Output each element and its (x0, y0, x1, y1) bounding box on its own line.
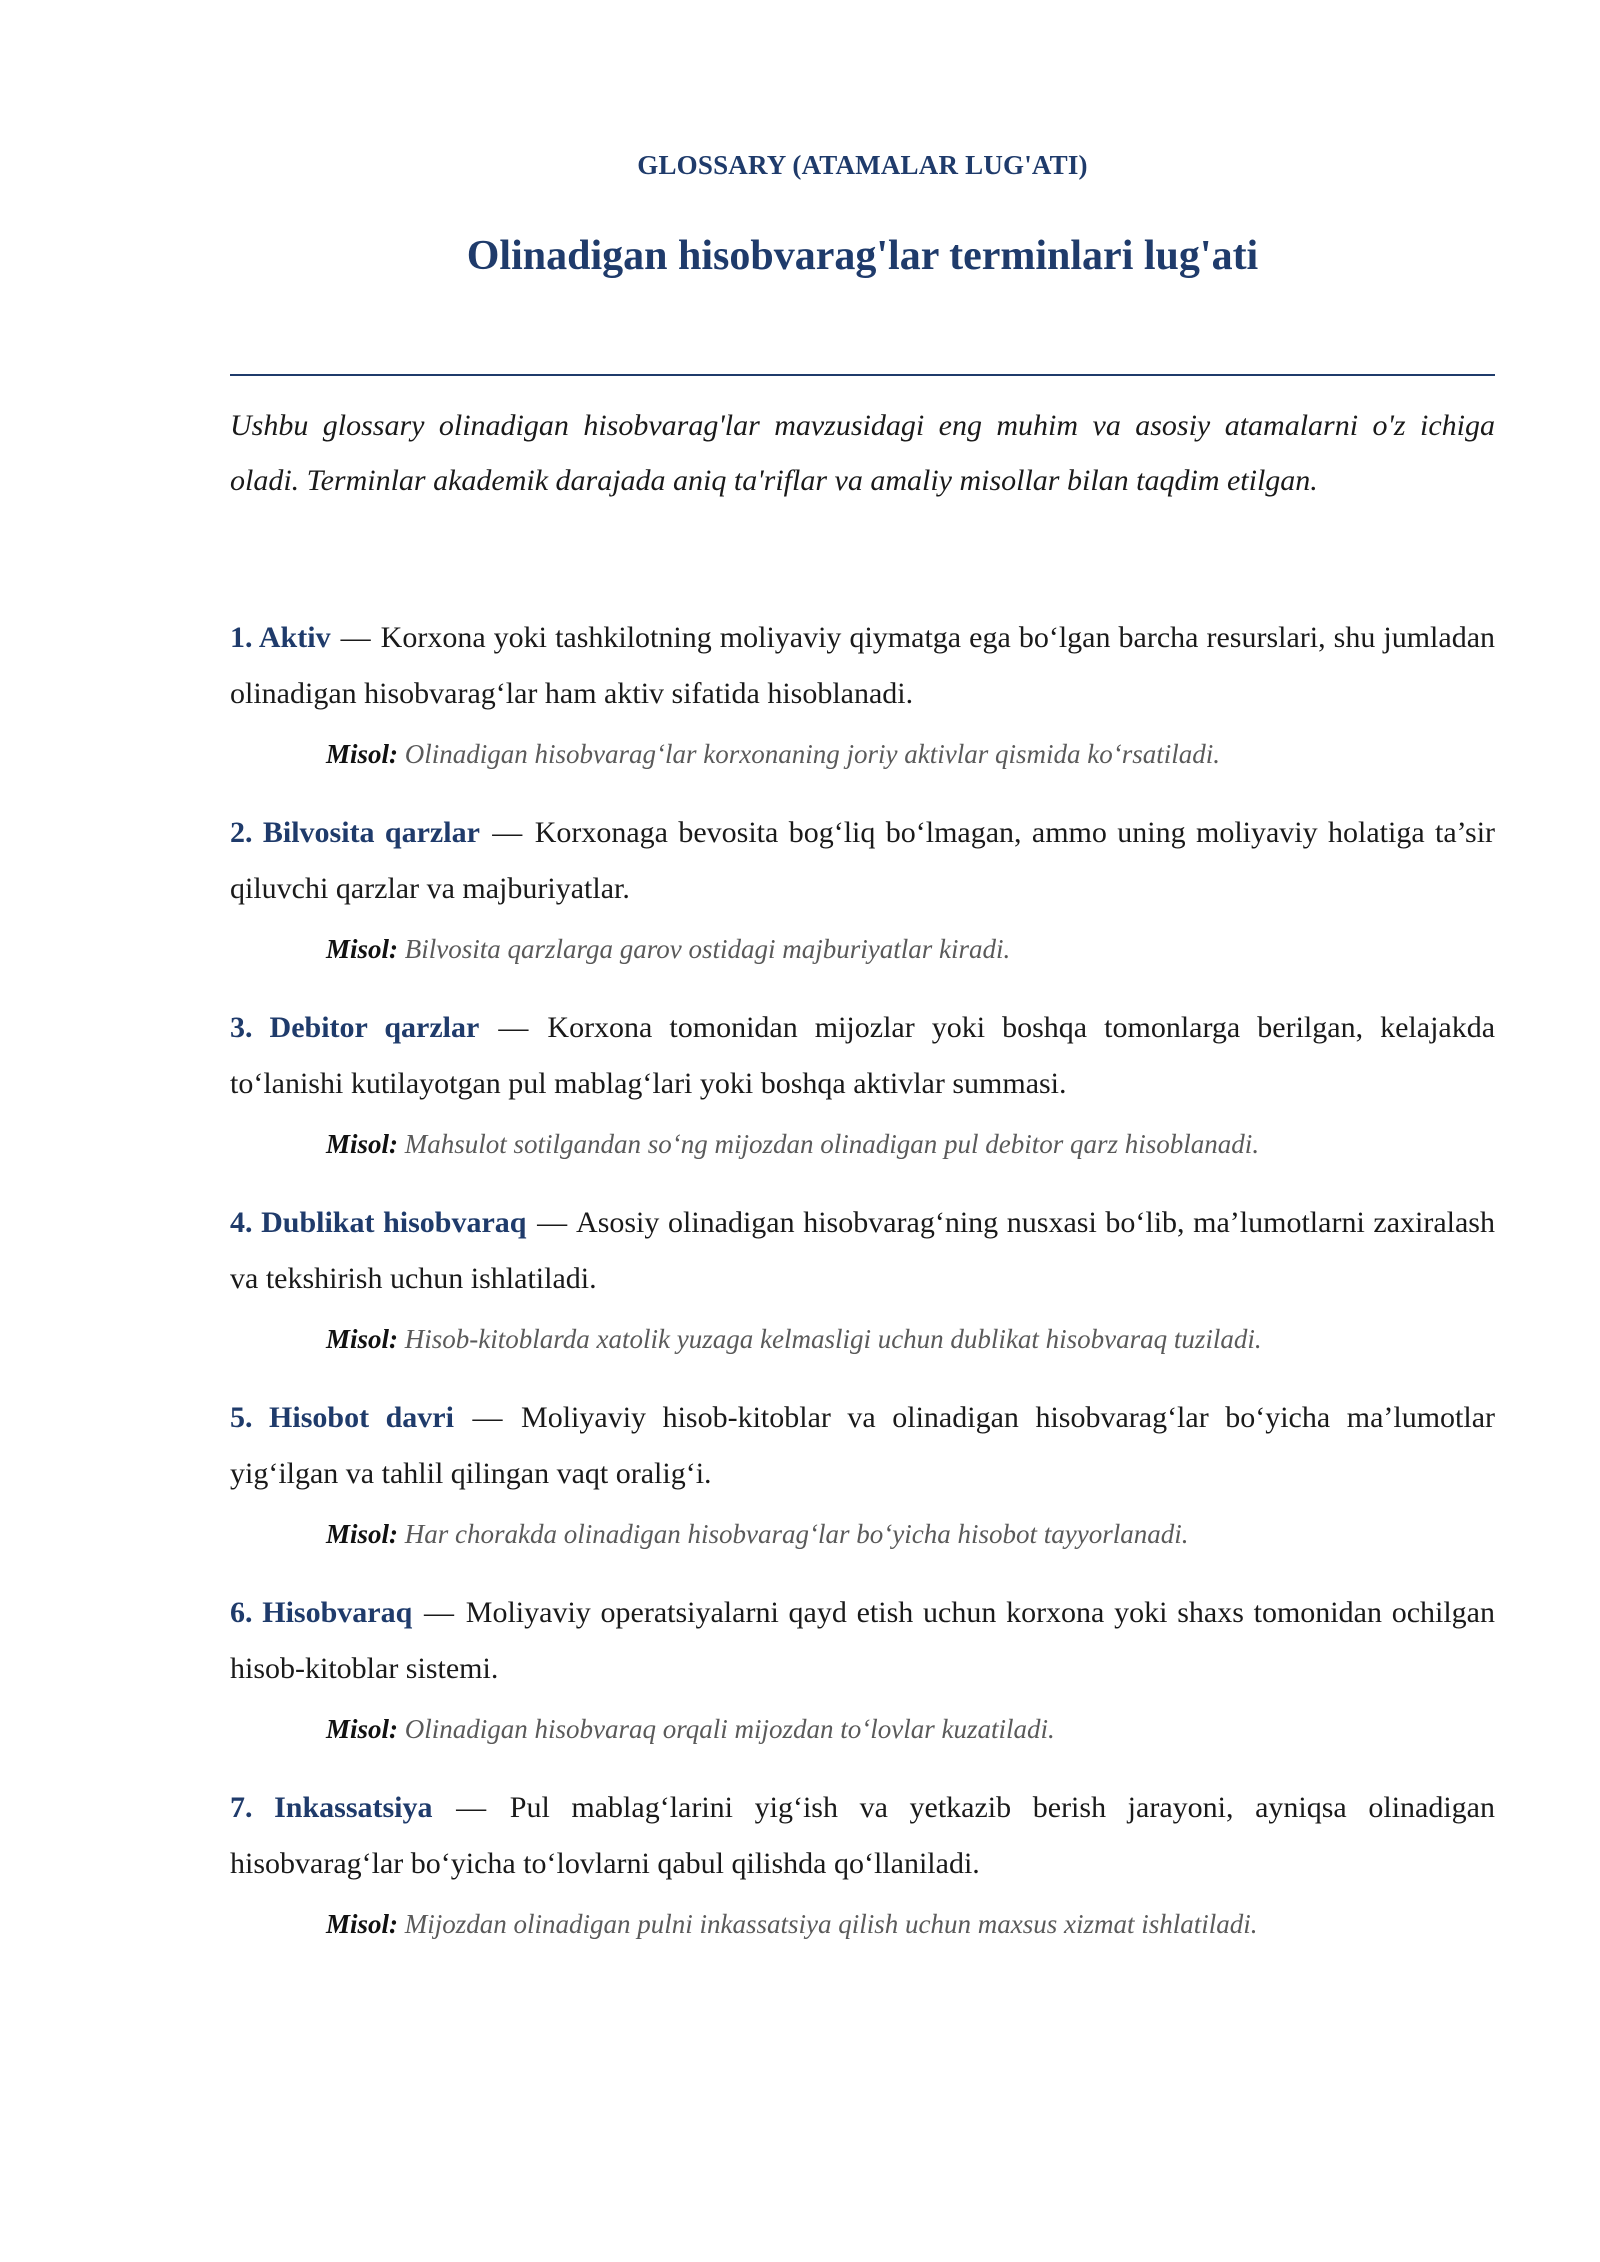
example-label: Misol: (326, 1129, 399, 1159)
entry-definition-line (230, 1390, 1495, 1502)
entry-dash: — (492, 816, 523, 849)
glossary-entry (230, 1000, 1495, 1163)
example-label: Misol: (326, 934, 399, 964)
entry-term: 2. Bilvosita qarzlar (230, 816, 480, 849)
example-label: Misol: (326, 739, 399, 769)
entry-term: 4. Dublikat hisobvaraq (230, 1206, 527, 1239)
entry-dash: — (340, 621, 371, 654)
entry-example (230, 1710, 1495, 1748)
entry-definition: Korxonaga bevosita bog‘liq bo‘lmagan, ammo uning moliyaviy holatiga ta’sir qiluvchi qarzlar va majburiyatlar. (230, 816, 1496, 905)
entry-definition: Korxona yoki tashkilotning moliyaviy qiymatga ega bo‘lgan barcha resurslari, shu jumladan olinadigan hisobvarag‘lar ham aktiv sifatida hisoblanadi. (230, 621, 1496, 710)
example-text: Olinadigan hisobvaraq orqali mijozdan to‘lovlar kuzatiladi. (404, 1714, 1055, 1744)
entry-dash: — (498, 1011, 529, 1044)
entry-term: 5. Hisobot davri (230, 1401, 454, 1434)
entry-definition-line (230, 610, 1495, 722)
entry-dash: — (537, 1206, 568, 1239)
glossary-entry (230, 1780, 1495, 1943)
entry-example (230, 1125, 1495, 1163)
entry-definition: Asosiy olinadigan hisobvarag‘ning nusxasi bo‘lib, ma’lumotlarni zaxiralash va tekshirish uchun ishlatiladi. (230, 1206, 1495, 1295)
glossary-entry (230, 1585, 1495, 1748)
entry-example (230, 735, 1495, 773)
entry-definition-line (230, 1585, 1495, 1697)
glossary-entry (230, 1390, 1495, 1553)
entry-definition: Pul mablag‘larini yig‘ish va yetkazib berish jarayoni, ayniqsa olinadigan hisobvarag‘lar bo‘yicha to‘lovlarni qabul qilishda qo‘llaniladi. (230, 1791, 1495, 1880)
entry-term: 3. Debitor qarzlar (230, 1011, 480, 1044)
entry-term: 1. Aktiv (230, 621, 331, 654)
title-divider (230, 374, 1495, 376)
entry-definition: Korxona tomonidan mijozlar yoki boshqa tomonlarga berilgan, kelajakda to‘lanishi kutilayotgan pul mablag‘lari yoki boshqa aktivlar summasi. (230, 1011, 1496, 1100)
entry-dash: — (472, 1401, 503, 1434)
entry-definition-line (230, 1000, 1495, 1112)
example-label: Misol: (326, 1909, 399, 1939)
example-text: Har chorakda olinadigan hisobvarag‘lar bo‘yicha hisobot tayyorlanadi. (404, 1519, 1189, 1549)
entry-term: 6. Hisobvaraq (230, 1596, 413, 1629)
example-text: Mijozdan olinadigan pulni inkassatsiya qilish uchun maxsus xizmat ishlatiladi. (404, 1909, 1258, 1939)
example-text: Bilvosita qarzlarga garov ostidagi majburiyatlar kiradi. (404, 934, 1011, 964)
intro-paragraph: Ushbu glossary olinadigan hisobvarag'lar mavzusidagi eng muhim va asosiy atamalarni o'z ichiga oladi. Terminlar akademik darajada aniq ta'riflar va amaliy misollar bilan taqdim etilgan. (230, 409, 1495, 497)
entry-term: 7. Inkassatsiya (230, 1791, 433, 1824)
example-text: Hisob-kitoblarda xatolik yuzaga kelmasligi uchun dublikat hisobvaraq tuziladi. (404, 1324, 1262, 1354)
entry-definition: Moliyaviy hisob-kitoblar va olinadigan hisobvarag‘lar bo‘yicha ma’lumotlar yig‘ilgan va tahlil qilingan vaqt oralig‘i. (230, 1401, 1496, 1490)
entry-dash: — (424, 1596, 455, 1629)
entry-dash: — (456, 1791, 487, 1824)
page-title: Olinadigan hisobvarag'lar terminlari lug'ati (466, 233, 1259, 279)
example-label: Misol: (326, 1324, 399, 1354)
entry-example (230, 1320, 1495, 1358)
entry-example (230, 930, 1495, 968)
document-kicker: GLOSSARY (ATAMALAR LUG'ATI) (637, 150, 1088, 180)
example-label: Misol: (326, 1714, 399, 1744)
entry-definition-line (230, 1780, 1495, 1892)
entry-definition-line (230, 805, 1495, 917)
entry-example (230, 1515, 1495, 1553)
glossary-entry (230, 610, 1495, 773)
entry-definition-line (230, 1195, 1495, 1307)
entry-example (230, 1905, 1495, 1943)
glossary-entry (230, 805, 1495, 968)
glossary-list (230, 610, 1495, 1975)
glossary-entry (230, 1195, 1495, 1358)
example-text: Mahsulot sotilgandan so‘ng mijozdan olinadigan pul debitor qarz hisoblanadi. (404, 1129, 1260, 1159)
example-text: Olinadigan hisobvarag‘lar korxonaning joriy aktivlar qismida ko‘rsatiladi. (404, 739, 1220, 769)
entry-definition: Moliyaviy operatsiyalarni qayd etish uchun korxona yoki shaxs tomonidan ochilgan hisob-kitoblar sistemi. (230, 1596, 1495, 1685)
example-label: Misol: (326, 1519, 399, 1549)
